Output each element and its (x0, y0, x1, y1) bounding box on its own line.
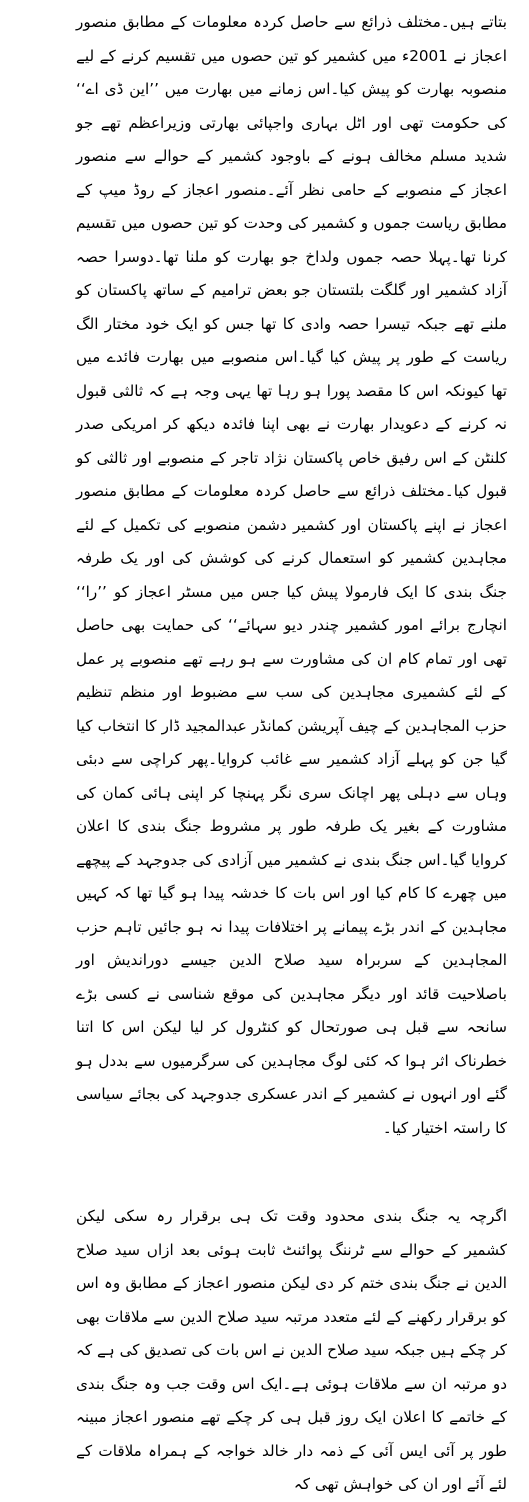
article-paragraph-1: بتاتے ہیں۔مختلف ذرائع سے حاصل کردہ معلومات کے مطابق منصور اعجاز نے 2001ء میں کشمیر کو تین حصوں میں تقسیم کرنے کے لیے منصوبہ بھارت کو پیش کیا۔اس زمانے میں بھارت میں ’’این ڈی اے‘‘ کی حکومت تھی اور اٹل بہاری واجپائی بھارتی وزیراعظم تھے جو شدید مسلم مخالف ہونے کے باوجود کشمیر کے حوالے سے منصور اعجاز کے منصوبے کے حامی نظر آئے۔منصور اعجاز کے روڈ میپ کے مطابق ریاست جموں و کشمیر کی وحدت کو تین حصوں میں تقسیم کرنا تھا۔پہلا حصہ جموں ولداخ جو بھارت کو ملنا تھا۔دوسرا حصہ آزاد کشمیر اور گلگت بلتستان جو بعض ترامیم کے ساتھ پاکستان کو ملنے تھے جبکہ تیسرا حصہ وادی کا تھا جس کو ایک خود مختار الگ ریاست کے طور پر پیش کیا گیا۔اس منصوبے میں بھارت فائدے میں تھا کیونکہ اس کا مقصد پورا ہو رہا تھا یہی وجہ ہے کہ ثالثی قبول نہ کرنے کے دعویدار بھارت نے بھی اپنا فائدہ دیکھ کر امریکی صدر کلنٹن کے اس رفیق خاص پاکستان نژاد تاجر کے منصوبے اور ثالثی کو قبول کیا۔مختلف ذرائع سے حاصل کردہ معلومات کے مطابق منصور اعجاز نے اپنے پاکستان اور کشمیر دشمن منصوبے کی تکمیل کے لئے مجاہدین کشمیر کو استعمال کرنے کی کوشش کی اور یک طرفہ جنگ بندی کا ایک فارمولا پیش کیا جس میں مسٹر اعجاز کو ’’را‘‘ انچارج برائے امور کشمیر چندر دیو سہائے‘‘ کی حمایت بھی حاصل تھی اور تمام کام ان کی مشاورت سے ہو رہے تھے منصوبے پر عمل کے لئے کشمیری مجاہدین کی سب سے مضبوط اور منظم تنظیم حزب المجاہدین کے چیف آپریشن کمانڈر عبدالمجید ڈار کا انتخاب کیا گیا جن کو پہلے آزاد کشمیر سے غائب کروایا۔پھر کراچی سے دبئی وہاں سے دہلی پھر اچانک سری نگر پہنچا کر اپنی ہائی کمان کی مشاورت کے بغیر یک طرفہ طور پر مشروط جنگ بندی کا اعلان کروایا گیا۔اس جنگ بندی نے کشمیر میں آزادی کی جدوجہد کے پیچھے میں چھرے کا کام کیا اور اس بات کا خدشہ پیدا ہو گیا تھا کہ کہیں مجاہدین کے اندر بڑے پیمانے پر اختلافات پیدا نہ ہو جائیں تاہم حزب المجاہدین کے سربراہ سید صلاح الدین جیسے دوراندیش اور باصلاحیت قائد اور دیگر مجاہدین کی موقع شناسی نے کسی بڑے سانحہ سے قبل ہی صورتحال کو کنٹرول کر لیا لیکن اس کا اتنا خطرناک اثر ہوا کہ کئی لوگ مجاہدین کی سرگرمیوں سے بددل ہو گئے اور انہوں نے کشمیر کے اندر عسکری جدوجہد کی بجائے سیاسی کا راستہ اختیار کیا۔ (76, 13, 507, 1137)
article-paragraph-2: اگرچہ یہ جنگ بندی محدود وقت تک ہی برقرار رہ سکی لیکن کشمیر کے حوالے سے ٹرننگ پوائنٹ ثابت ہوئی بعد ازاں سید صلاح الدین نے جنگ بندی ختم کر دی لیکن منصور اعجاز کے مطابق وہ اس کو برقرار رکھنے کے لئے متعدد مرتبہ سید صلاح الدین سے ملاقات بھی کر چکے ہیں جبکہ سید صلاح الدین نے اس بات کی تصدیق کی ہے کہ دو مرتبہ ان سے ملاقات ہوئی ہے۔ایک اس وقت جب وہ جنگ بندی کے خاتمے کا اعلان ایک روز قبل ہی کر چکے تھے منصور اعجاز مبینہ طور پر آئی ایس آئی کے ذمہ دار خالد خواجہ کے ہمراہ ملاقات کے لئے آئے اور ان کی خواہش تھی کہ (76, 1207, 507, 1493)
